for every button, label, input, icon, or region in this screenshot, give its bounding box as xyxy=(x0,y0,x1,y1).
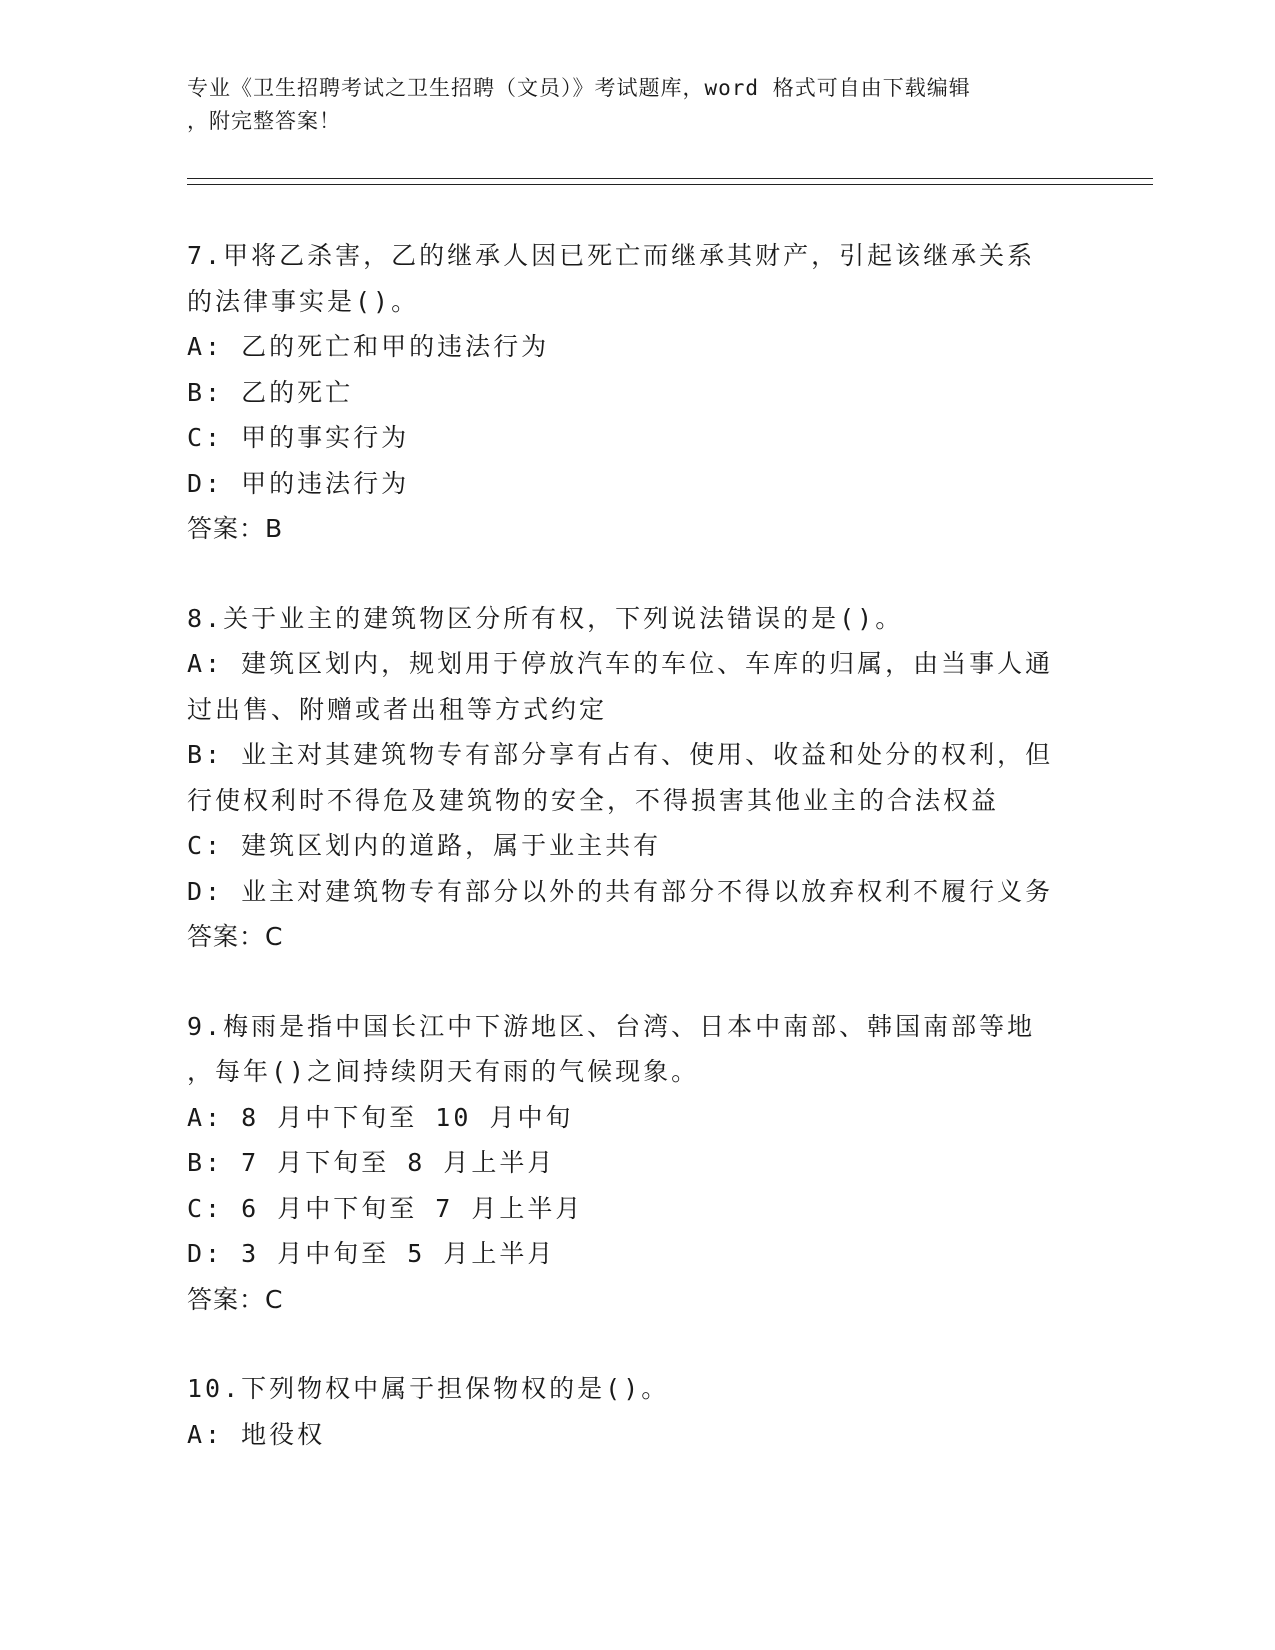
question-stem: 7.甲将乙杀害，乙的继承人因已死亡而继承其财产，引起该继承关系 xyxy=(187,241,1036,270)
document-header xyxy=(187,72,1067,138)
question-stem: 9.梅雨是指中国长江中下游地区、台湾、日本中南部、韩国南部等地 xyxy=(187,1011,1036,1041)
question-item xyxy=(187,596,1087,960)
answer-option: C: 建筑区划内的道路，属于业主共有 xyxy=(187,831,662,860)
header-divider-top xyxy=(187,178,1153,179)
header-line-1: 专业《卫生招聘考试之卫生招聘（文员）》考试题库，word 格式可自由下载编辑 xyxy=(187,76,971,100)
question-stem: 的法律事实是()。 xyxy=(187,286,420,316)
answer-option: B: 业主对其建筑物专有部分享有占有、使用、收益和处分的权利，但 xyxy=(187,740,1054,769)
answer-option: 行使权利时不得危及建筑物的安全，不得损害其他业主的合法权益 xyxy=(187,785,1000,815)
answer-option: B: 7 月下旬至 8 月上半月 xyxy=(187,1148,556,1177)
question-item xyxy=(187,233,1087,552)
answer-option: B: 乙的死亡 xyxy=(187,377,354,407)
answer-option: 过出售、附赠或者出租等方式约定 xyxy=(187,694,608,724)
answer-key: 答案：C xyxy=(187,1284,284,1314)
header-line-2: ，附完整答案！ xyxy=(187,109,341,133)
answer-option: A: 乙的死亡和甲的违法行为 xyxy=(187,332,550,361)
answer-key: 答案：B xyxy=(187,514,284,543)
question-list xyxy=(187,233,1087,1501)
header-divider-bottom xyxy=(187,184,1153,185)
question-stem: ，每年()之间持续阴天有雨的气候现象。 xyxy=(187,1057,700,1086)
question-stem: 8.关于业主的建筑物区分所有权，下列说法错误的是()。 xyxy=(187,603,904,633)
answer-option: A: 8 月中下旬至 10 月中旬 xyxy=(187,1102,574,1132)
answer-option: C: 甲的事实行为 xyxy=(187,423,410,452)
question-stem: 10.下列物权中属于担保物权的是()。 xyxy=(187,1374,670,1403)
answer-option: D: 3 月中旬至 5 月上半月 xyxy=(187,1239,556,1268)
answer-option: A: 建筑区划内，规划用于停放汽车的车位、车库的归属，由当事人通 xyxy=(187,649,1054,678)
question-item xyxy=(187,1366,1087,1457)
answer-option: D: 业主对建筑物专有部分以外的共有部分不得以放弃权利不履行义务 xyxy=(187,876,1054,906)
answer-option: C: 6 月中下旬至 7 月上半月 xyxy=(187,1193,584,1223)
answer-key: 答案：C xyxy=(187,922,284,951)
answer-option: A: 地役权 xyxy=(187,1419,326,1449)
question-item xyxy=(187,1004,1087,1323)
answer-option: D: 甲的违法行为 xyxy=(187,468,410,498)
